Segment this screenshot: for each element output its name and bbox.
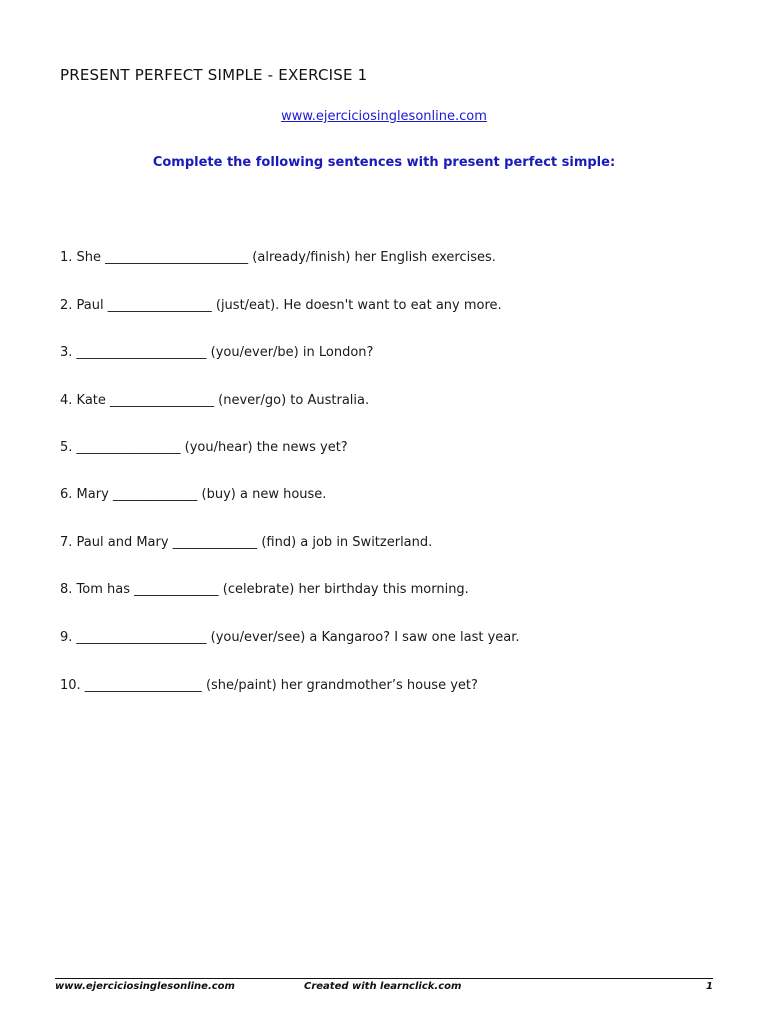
footer-site: www.ejerciciosinglesonline.com [55,981,235,992]
exercise-sentence-7: 7. Paul and Mary _____________ (find) a job in Switzerland. [60,535,433,550]
footer-page-number: 1 [706,981,713,992]
footer-divider [55,978,713,979]
footer-credit: Created with learnclick.com [304,981,462,992]
exercise-sentence-5: 5. ________________ (you/hear) the news yet? [60,440,348,455]
exercise-sentence-8: 8. Tom has _____________ (celebrate) her birthday this morning. [60,582,469,597]
exercise-sentence-6: 6. Mary _____________ (buy) a new house. [60,487,327,502]
exercise-sentence-10: 10. __________________ (she/paint) her grandmother’s house yet? [60,678,478,693]
exercise-sentence-2: 2. Paul ________________ (just/eat). He doesn't want to eat any more. [60,298,502,313]
site-link[interactable]: www.ejerciciosinglesonline.com [281,109,487,124]
exercise-sentence-3: 3. ____________________ (you/ever/be) in London? [60,345,374,360]
exercise-sentence-4: 4. Kate ________________ (never/go) to Australia. [60,393,370,408]
instruction-text: Complete the following sentences with present perfect simple: [152,155,616,170]
exercise-sentence-1: 1. She ______________________ (already/finish) her English exercises. [60,250,496,265]
page-title: PRESENT PERFECT SIMPLE - EXERCISE 1 [60,66,368,84]
exercise-sentence-9: 9. ____________________ (you/ever/see) a Kangaroo? I saw one last year. [60,630,520,645]
